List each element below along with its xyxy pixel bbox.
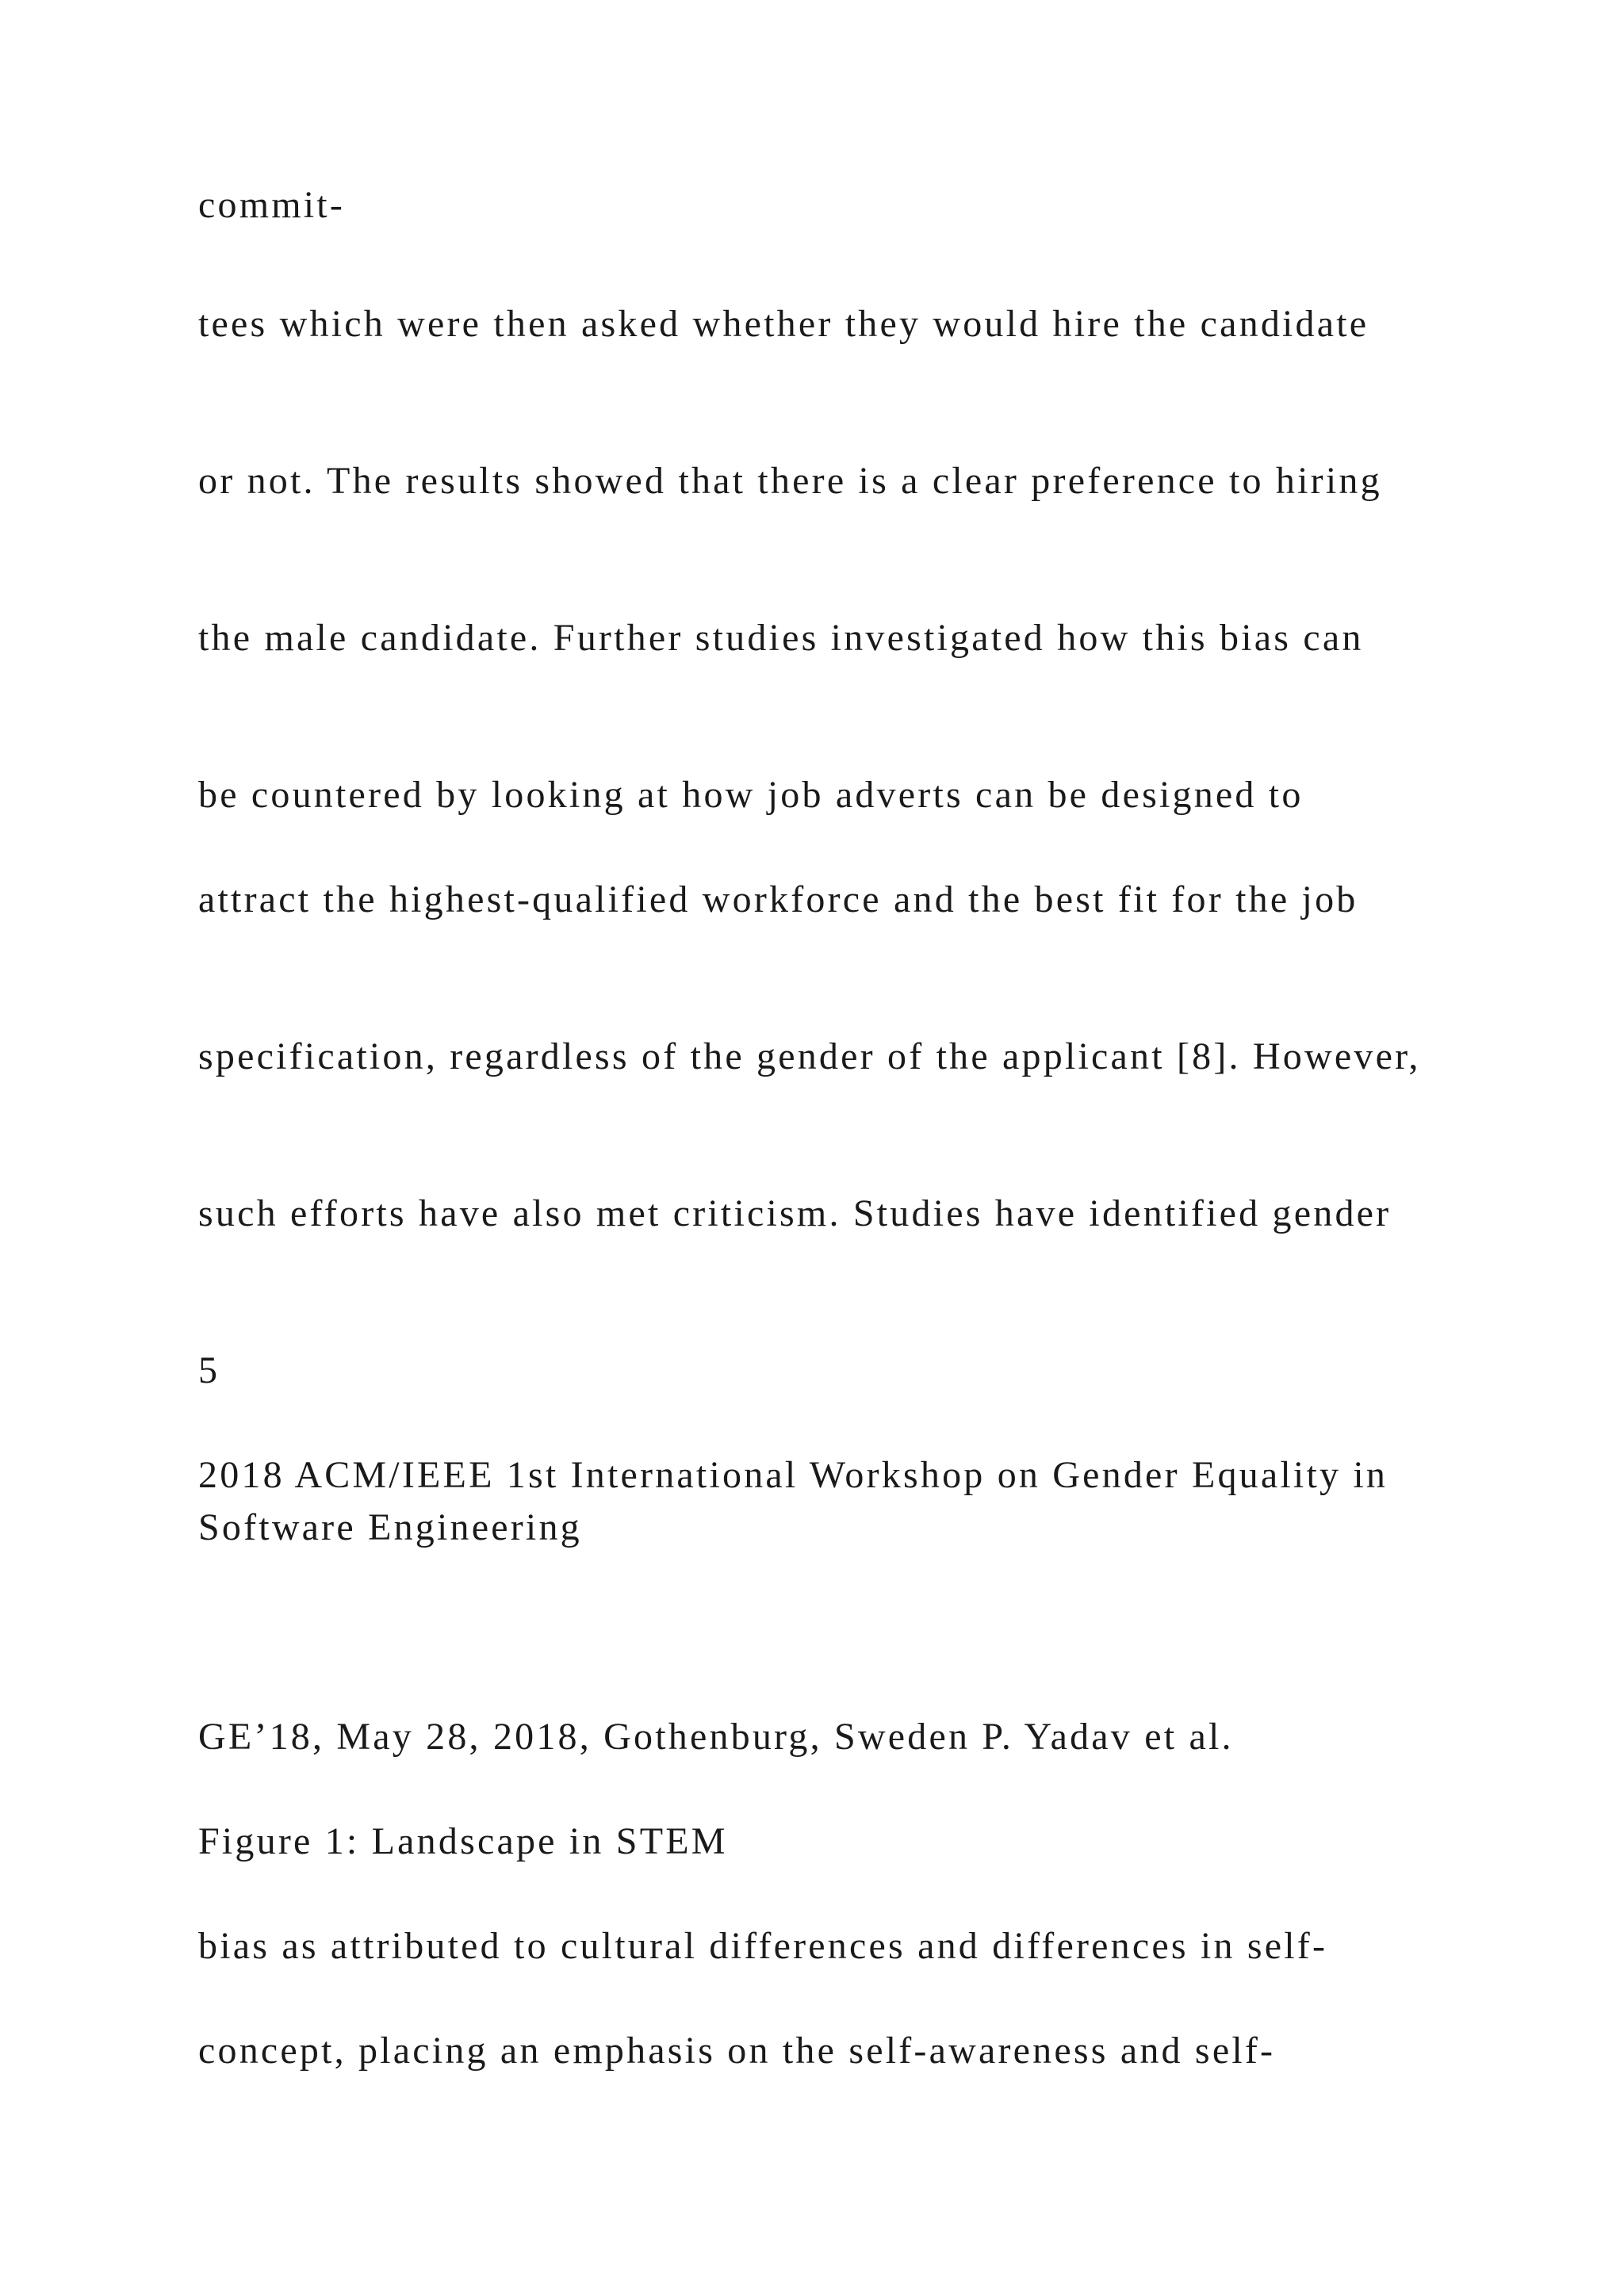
running-header: GE’18, May 28, 2018, Gothenburg, Sweden P. Yadav et al. xyxy=(198,1716,1234,1758)
text-line-bias: bias as attributed to cultural differences and differences in self- xyxy=(198,1925,1328,1967)
text-line-countered: be countered by looking at how job adverts can be designed to xyxy=(198,774,1304,816)
text-line-or-not: or not. The results showed that there is a clear preference to hiring xyxy=(198,460,1382,502)
text-line-specification: specification, regardless of the gender of the applicant [8]. However, xyxy=(198,1035,1421,1077)
text-line-criticism: such efforts have also met criticism. Studies have identified gender xyxy=(198,1192,1392,1234)
text-line-commit: commit- xyxy=(198,184,346,226)
page-number: 5 xyxy=(198,1349,220,1391)
text-line-attract: attract the highest-qualified workforce and the best fit for the job xyxy=(198,878,1358,920)
text-line-tees: tees which were then asked whether they would hire the candidate xyxy=(198,303,1369,345)
text-line-male-candidate: the male candidate. Further studies investigated how this bias can xyxy=(198,617,1364,659)
figure-caption: Figure 1: Landscape in STEM xyxy=(198,1820,728,1862)
text-line-concept: concept, placing an emphasis on the self-awareness and self- xyxy=(198,2030,1276,2072)
workshop-footer: 2018 ACM/IEEE 1st International Workshop on Gender Equality in Software Engineering xyxy=(198,1454,1388,1548)
